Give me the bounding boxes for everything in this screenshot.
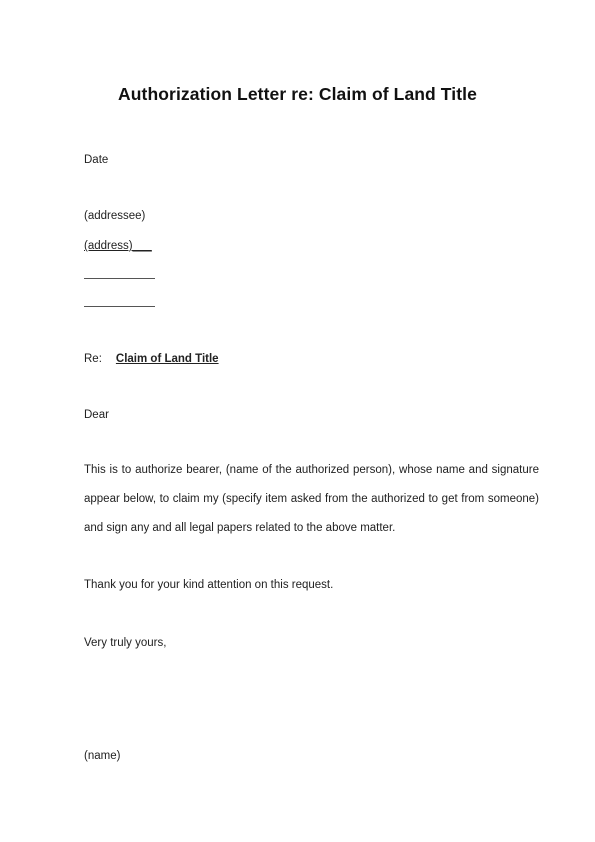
- date-label: Date: [84, 154, 109, 166]
- re-label: Re:: [84, 353, 102, 365]
- letter-title: Authorization Letter re: Claim of Land Title: [118, 84, 477, 104]
- re-subject: Claim of Land Title: [115, 353, 219, 365]
- address-blank-line-2: [84, 306, 155, 307]
- body-paragraph: This is to authorize bearer, (name of the authorized person), whose name and signature appear below, to claim my (specify item asked from the authorized to get from someone) and sign any and all legal papers related to the above matter.: [84, 464, 539, 534]
- addressee-line: (addressee): [84, 210, 146, 222]
- thanks-line: Thank you for your kind attention on this request.: [84, 579, 334, 591]
- closing-line: Very truly yours,: [84, 637, 167, 649]
- re-line: [84, 352, 219, 366]
- address-blank-line-1: [84, 278, 155, 279]
- salutation: Dear: [84, 409, 109, 421]
- address-line: (address)___: [84, 240, 152, 252]
- signature-name: (name): [84, 750, 121, 762]
